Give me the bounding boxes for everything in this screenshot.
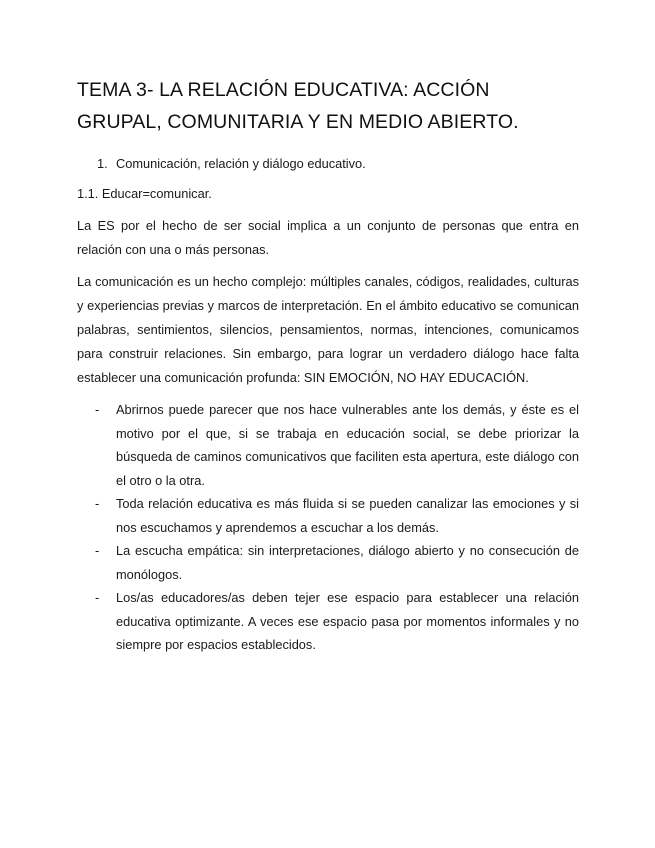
list-item-text: La escucha empática: sin interpretaciones, diálogo abierto y no consecución de monólogos. [116,543,579,582]
list-item-text: Toda relación educativa es más fluida si se pueden canalizar las emociones y si nos escuchamos y aprendemos a escuchar a los demás. [116,496,579,535]
section-heading [77,154,579,174]
paragraph-2: La comunicación es un hecho complejo: múltiples canales, códigos, realidades, culturas y experiencias previas y marcos de interpretación. En el ámbito educativo se comunican palabras, sentimientos, silencios, pensamientos, normas, intenciones, comunicamos para construir relaciones. Sin embargo, para lograr un verdadero diálogo hace falta establecer una comunicación profunda: SIN EMOCIÓN, NO HAY EDUCACIÓN. [77,274,579,385]
list-item [77,586,579,657]
list-item [77,398,579,492]
bullet-dash: - [95,402,100,417]
section-number: 1. [97,156,108,171]
bullet-dash: - [95,496,100,511]
document-title: TEMA 3- LA RELACIÓN EDUCATIVA: ACCIÓN GRUPAL, COMUNITARIA Y EN MEDIO ABIERTO. [77,79,519,133]
subsection-heading: 1.1. Educar=comunicar. [77,186,212,201]
list-item [77,492,579,539]
list-item [77,539,579,586]
section-title: Comunicación, relación y diálogo educativo. [116,156,366,171]
list-item-text: Abrirnos puede parecer que nos hace vulnerables ante los demás, y éste es el motivo por el que, si se trabaja en educación social, se debe priorizar la búsqueda de caminos comunicativos que faciliten esta apertura, este diálogo con el otro o la otra. [116,402,579,488]
bullet-list [77,398,579,657]
bullet-dash: - [95,590,100,605]
bullet-dash: - [95,543,100,558]
paragraph-1: La ES por el hecho de ser social implica a un conjunto de personas que entra en relación con una o más personas. [77,218,579,257]
list-item-text: Los/as educadores/as deben tejer ese espacio para establecer una relación educativa optimizante. A veces ese espacio pasa por momentos informales y no siempre por espacios establecidos. [116,590,579,652]
